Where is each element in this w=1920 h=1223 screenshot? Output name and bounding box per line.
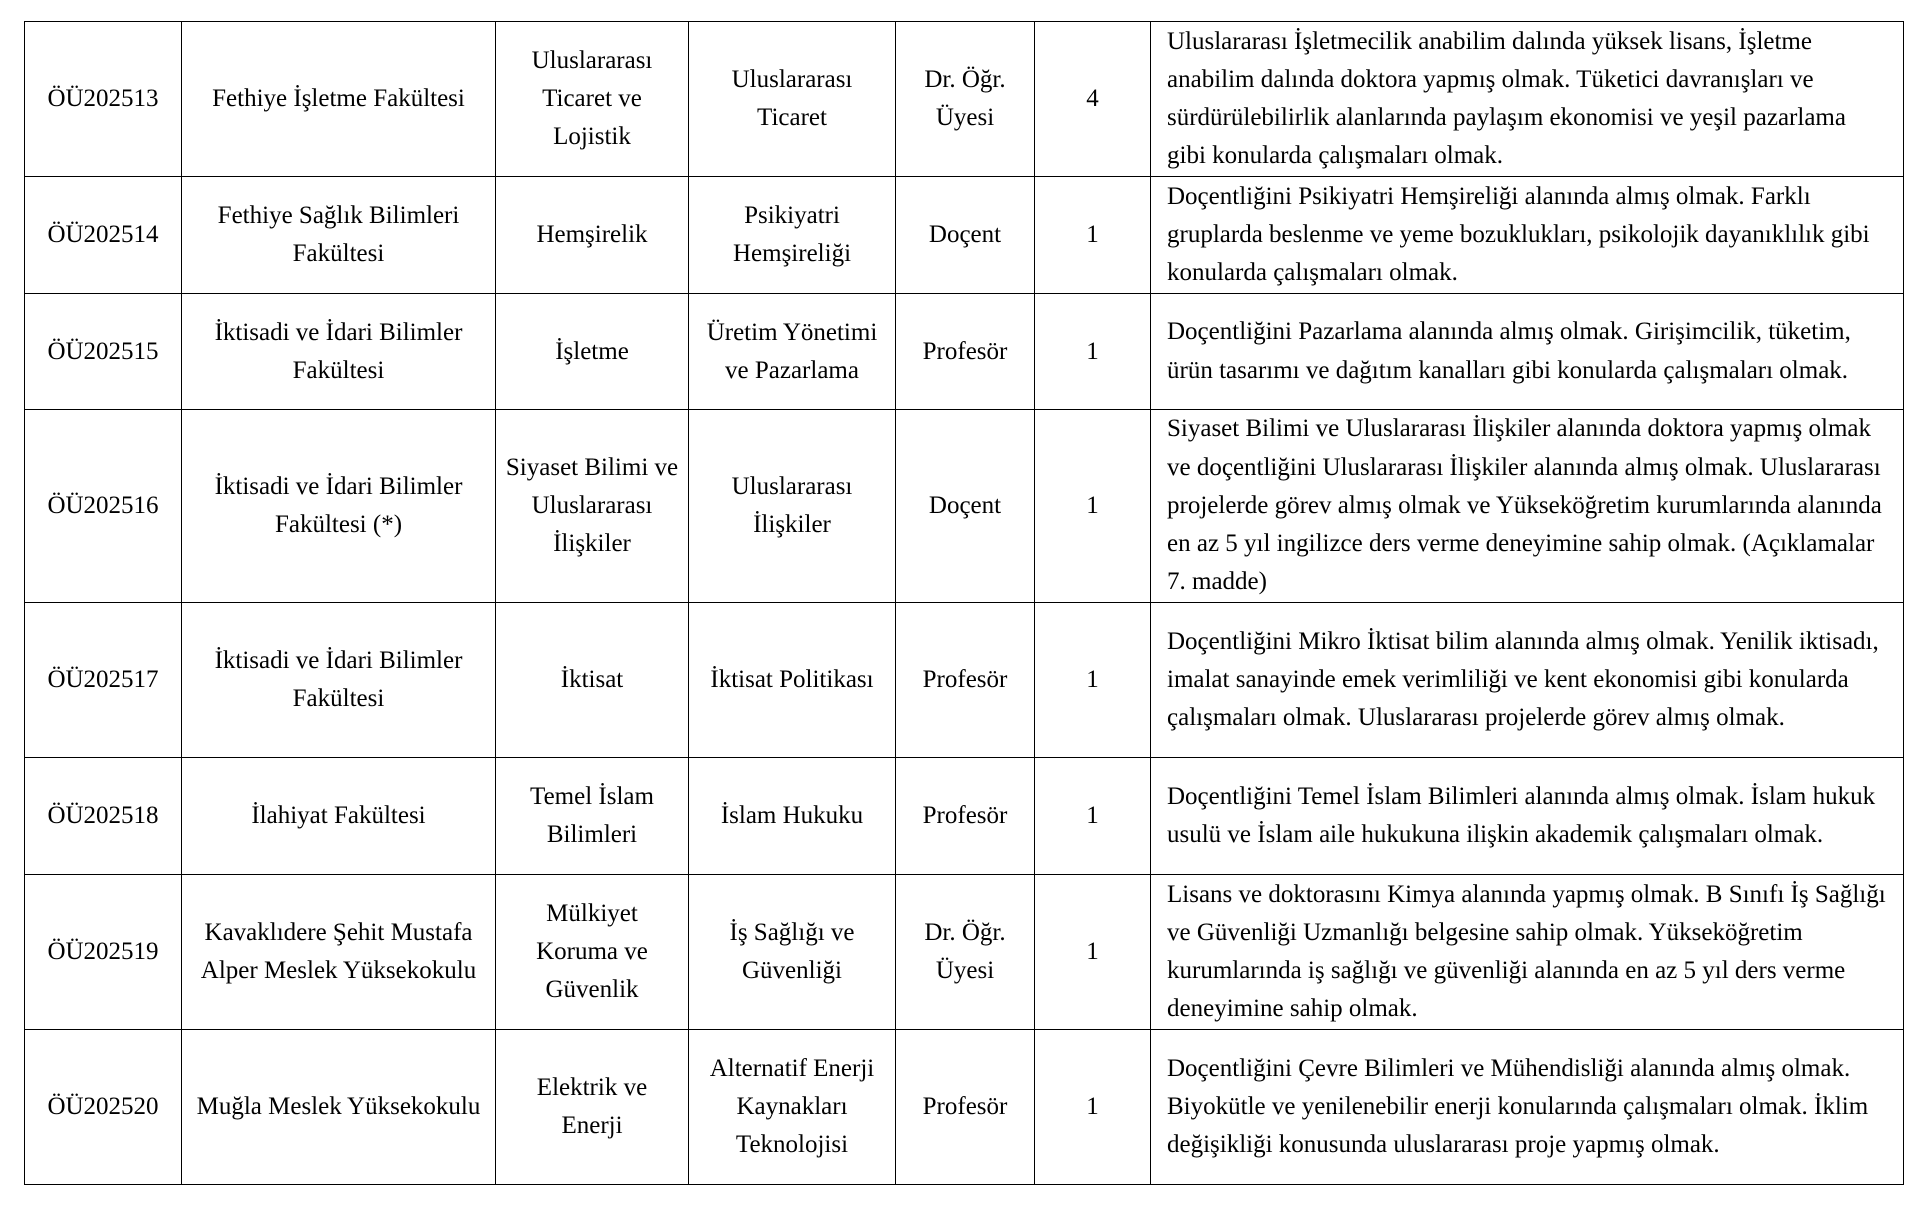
division-name: Uluslararası İlişkiler	[689, 410, 896, 603]
table-row	[25, 603, 1904, 758]
unit-name: Kavaklıdere Şehit Mustafa Alper Meslek Yüksekokulu	[182, 875, 496, 1030]
division-name: Alternatif Enerji Kaynakları Teknolojisi	[689, 1030, 896, 1185]
academic-title: Profesör	[896, 603, 1035, 758]
position-table	[24, 21, 1904, 1185]
division-name: Üretim Yönetimi ve Pazarlama	[689, 294, 896, 410]
unit-name: İlahiyat Fakültesi	[182, 758, 496, 875]
division-name: İktisat Politikası	[689, 603, 896, 758]
table-row	[25, 22, 1904, 177]
requirements-text: Doçentliğini Temel İslam Bilimleri alanında almış olmak. İslam hukuk usulü ve İslam aile hukukuna ilişkin akademik çalışmaları olmak.	[1151, 758, 1904, 875]
requirements-text: Doçentliğini Pazarlama alanında almış olmak. Girişimcilik, tüketim, ürün tasarımı ve dağıtım kanalları gibi konularda çalışmaları olmak.	[1151, 294, 1904, 410]
table-row	[25, 758, 1904, 875]
department-name: Elektrik ve Enerji	[496, 1030, 689, 1185]
table-row	[25, 294, 1904, 410]
position-count: 1	[1035, 410, 1151, 603]
academic-title: Dr. Öğr. Üyesi	[896, 875, 1035, 1030]
requirements-text: Doçentliğini Mikro İktisat bilim alanında almış olmak. Yenilik iktisadı, imalat sanayinde emek verimliliği ve kent ekonomisi gibi konularda çalışmaları olmak. Uluslararası projelerde görev almış olmak.	[1151, 603, 1904, 758]
requirements-text: Doçentliğini Çevre Bilimleri ve Mühendisliği alanında almış olmak. Biyokütle ve yenilenebilir enerji konularında çalışmaları olmak. İklim değişikliği konusunda uluslararası proje yapmış olmak.	[1151, 1030, 1904, 1185]
table-row	[25, 1030, 1904, 1185]
department-name: Mülkiyet Koruma ve Güvenlik	[496, 875, 689, 1030]
position-count: 1	[1035, 294, 1151, 410]
department-name: İşletme	[496, 294, 689, 410]
position-code: ÖÜ202519	[25, 875, 182, 1030]
requirements-text: Lisans ve doktorasını Kimya alanında yapmış olmak. B Sınıfı İş Sağlığı ve Güvenliği Uzmanlığı belgesine sahip olmak. Yükseköğretim kurumlarında iş sağlığı ve güvenliği alanında en az 5 yıl ders verme deneyimine sahip olmak.	[1151, 875, 1904, 1030]
academic-title: Profesör	[896, 758, 1035, 875]
requirements-text: Siyaset Bilimi ve Uluslararası İlişkiler alanında doktora yapmış olmak ve doçentliğini Uluslararası İlişkiler alanında almış olmak. Uluslararası projelerde görev almış olmak ve Yükseköğretim kurumlarında alanında en az 5 yıl ingilizce ders verme deneyimine sahip olmak. (Açıklamalar 7. madde)	[1151, 410, 1904, 603]
unit-name: İktisadi ve İdari Bilimler Fakültesi	[182, 603, 496, 758]
requirements-text: Uluslararası İşletmecilik anabilim dalında yüksek lisans, İşletme anabilim dalında doktora yapmış olmak. Tüketici davranışları ve sürdürülebilirlik alanlarında paylaşım ekonomisi ve yeşil pazarlama gibi konularda çalışmaları olmak.	[1151, 22, 1904, 177]
position-code: ÖÜ202520	[25, 1030, 182, 1185]
department-name: Uluslararası Ticaret ve Lojistik	[496, 22, 689, 177]
academic-title: Profesör	[896, 294, 1035, 410]
academic-title: Dr. Öğr. Üyesi	[896, 22, 1035, 177]
position-count: 1	[1035, 177, 1151, 294]
unit-name: Fethiye İşletme Fakültesi	[182, 22, 496, 177]
table-row	[25, 875, 1904, 1030]
position-count: 1	[1035, 758, 1151, 875]
academic-title: Doçent	[896, 177, 1035, 294]
division-name: Uluslararası Ticaret	[689, 22, 896, 177]
division-name: Psikiyatri Hemşireliği	[689, 177, 896, 294]
department-name: Hemşirelik	[496, 177, 689, 294]
position-code: ÖÜ202513	[25, 22, 182, 177]
document-page	[24, 21, 1904, 1185]
department-name: Temel İslam Bilimleri	[496, 758, 689, 875]
academic-title: Profesör	[896, 1030, 1035, 1185]
position-code: ÖÜ202514	[25, 177, 182, 294]
division-name: İslam Hukuku	[689, 758, 896, 875]
division-name: İş Sağlığı ve Güvenliği	[689, 875, 896, 1030]
position-count: 1	[1035, 603, 1151, 758]
requirements-text: Doçentliğini Psikiyatri Hemşireliği alanında almış olmak. Farklı gruplarda beslenme ve yeme bozuklukları, psikolojik dayanıklılık gibi konularda çalışmaları olmak.	[1151, 177, 1904, 294]
unit-name: Muğla Meslek Yüksekokulu	[182, 1030, 496, 1185]
unit-name: Fethiye Sağlık Bilimleri Fakültesi	[182, 177, 496, 294]
unit-name: İktisadi ve İdari Bilimler Fakültesi	[182, 294, 496, 410]
department-name: Siyaset Bilimi ve Uluslararası İlişkiler	[496, 410, 689, 603]
position-code: ÖÜ202518	[25, 758, 182, 875]
position-code: ÖÜ202517	[25, 603, 182, 758]
position-count: 1	[1035, 875, 1151, 1030]
department-name: İktisat	[496, 603, 689, 758]
table-row	[25, 410, 1904, 603]
position-code: ÖÜ202516	[25, 410, 182, 603]
position-count: 1	[1035, 1030, 1151, 1185]
position-code: ÖÜ202515	[25, 294, 182, 410]
position-count: 4	[1035, 22, 1151, 177]
unit-name: İktisadi ve İdari Bilimler Fakültesi (*)	[182, 410, 496, 603]
table-row	[25, 177, 1904, 294]
academic-title: Doçent	[896, 410, 1035, 603]
